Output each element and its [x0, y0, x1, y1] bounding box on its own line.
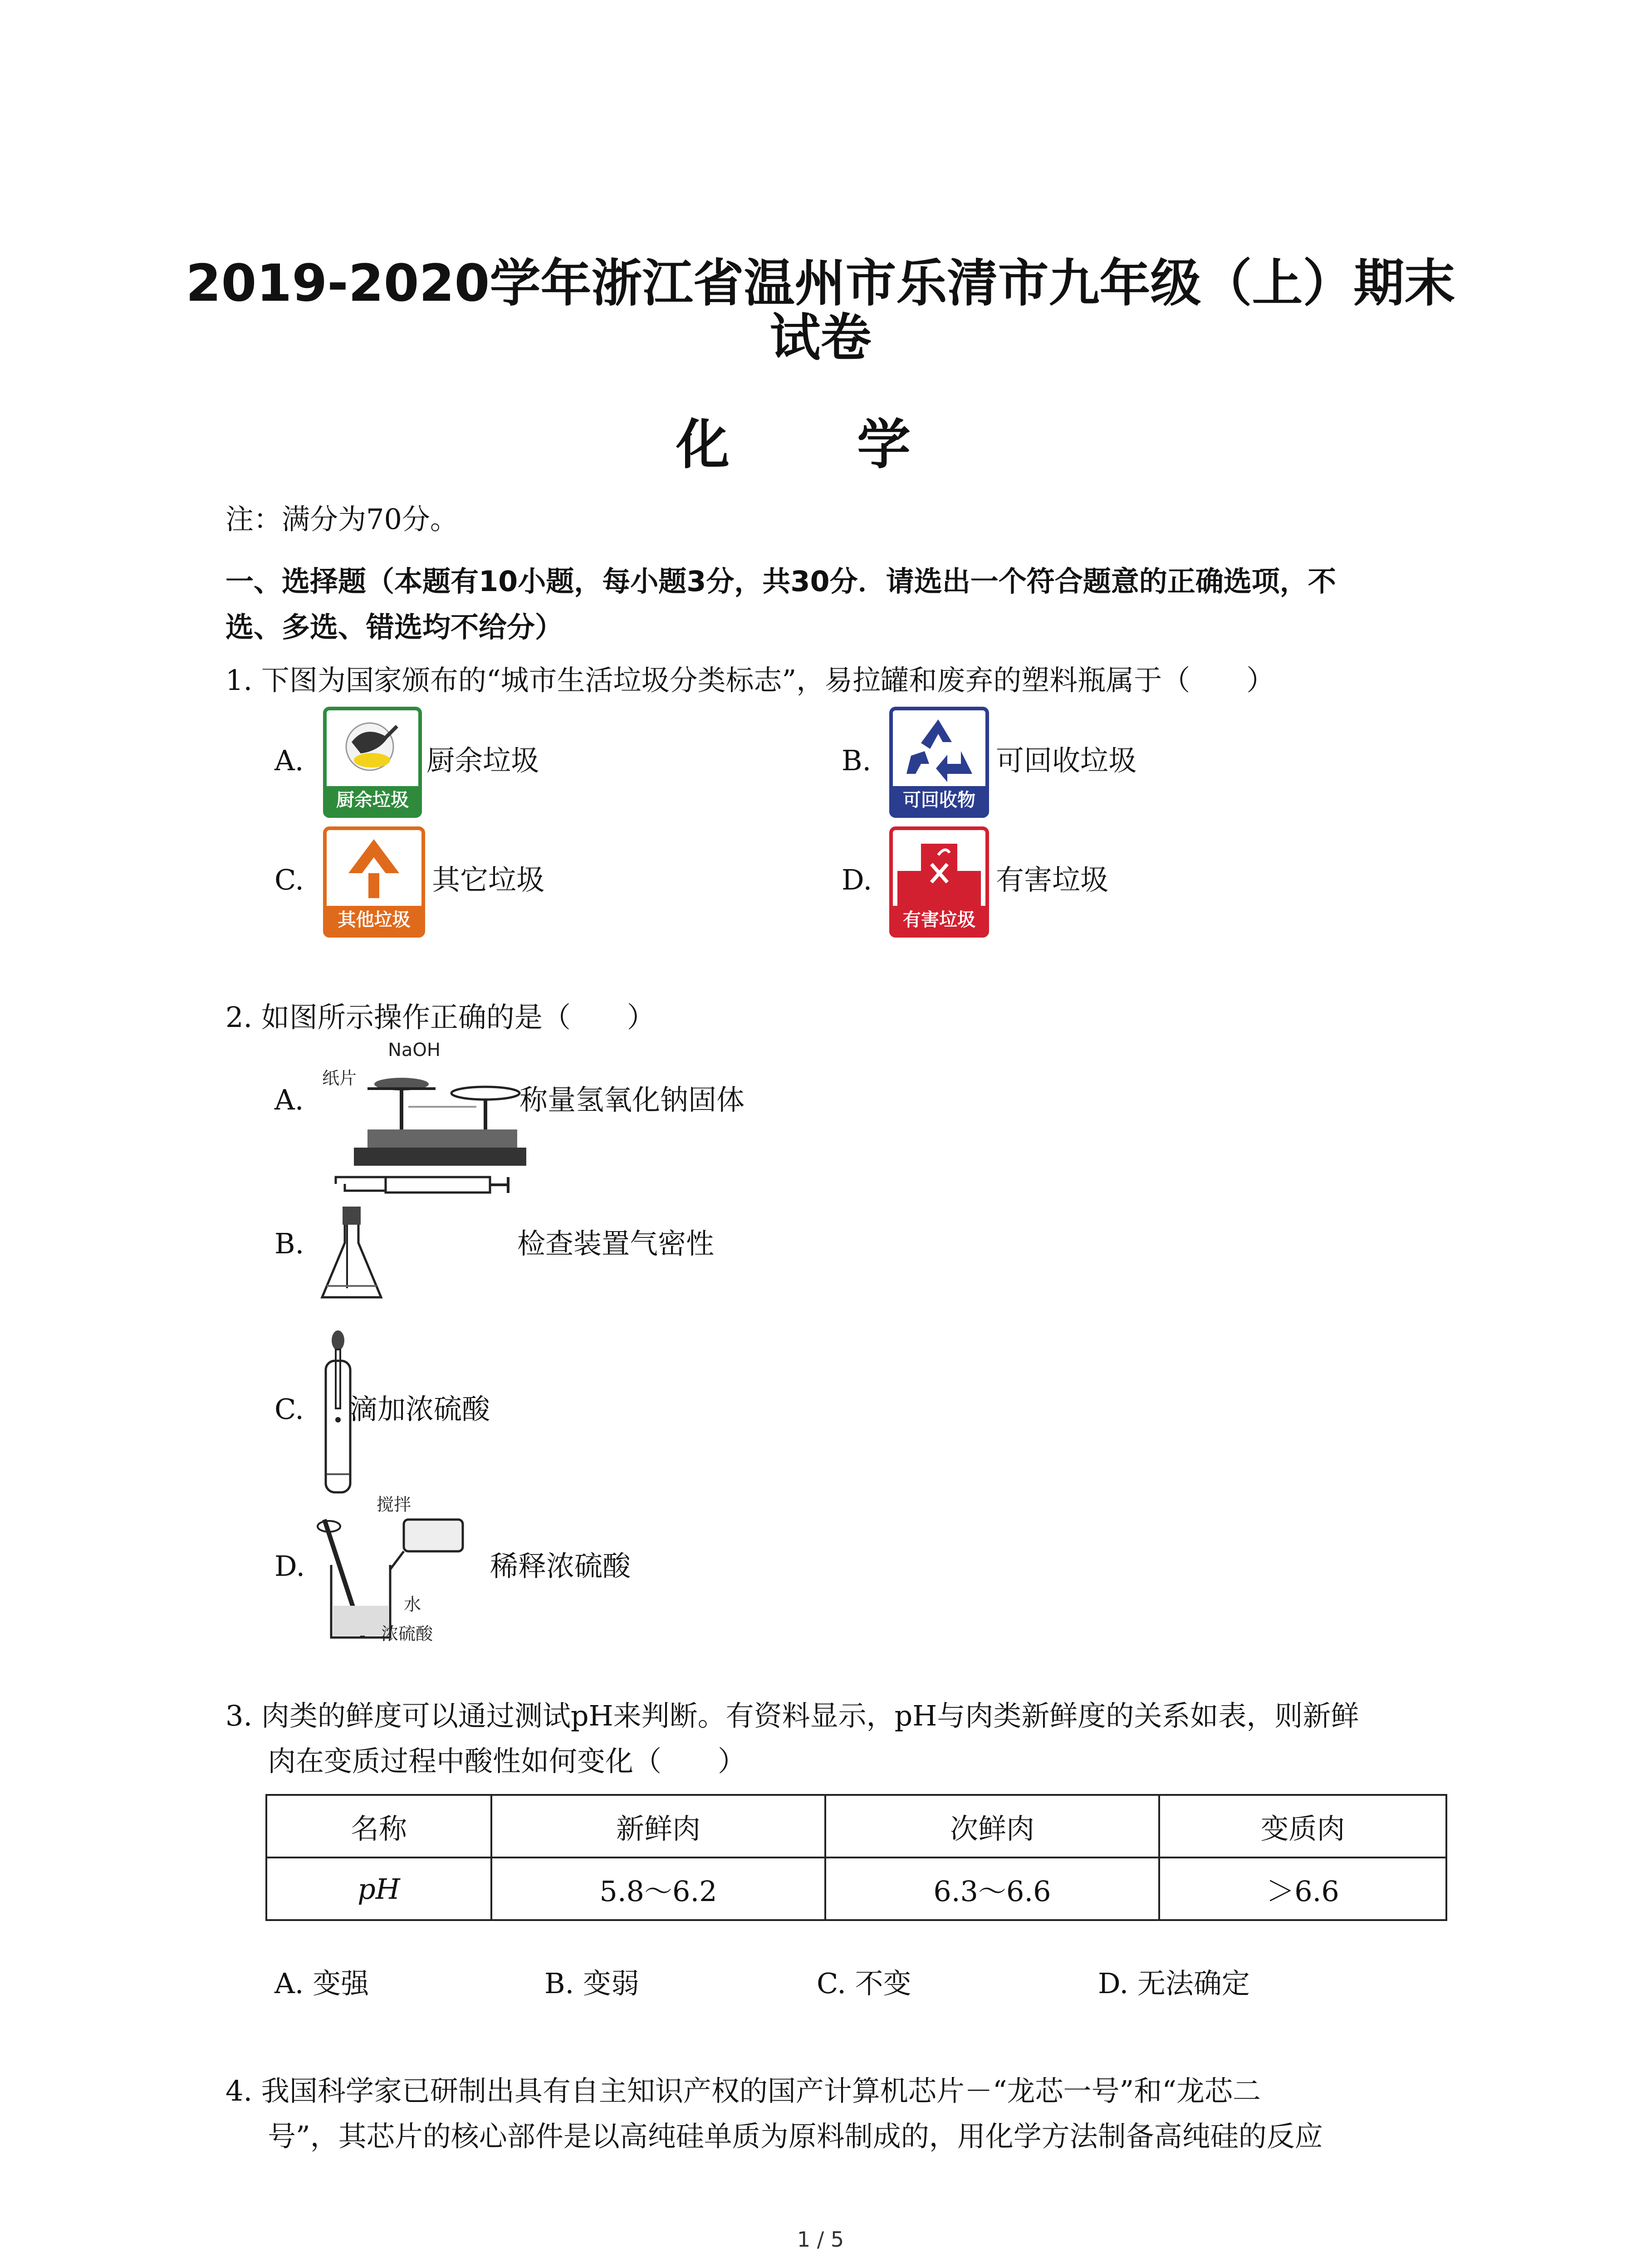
- other-waste-caption: 其他垃圾: [327, 906, 421, 934]
- naoh-label: NaOH: [388, 1040, 441, 1061]
- table-header-cell: 次鲜肉: [825, 1795, 1159, 1857]
- q2-option-b-letter: B.: [274, 1227, 304, 1260]
- table-row: [266, 1857, 1446, 1920]
- hazardous-waste-icon: [889, 826, 989, 938]
- acid-label: 浓硫酸: [381, 1624, 433, 1644]
- question-1-stem: 1. 下图为国家颁布的“城市生活垃圾分类标志”，易拉罐和废弃的塑料瓶属于（ ）: [225, 664, 1275, 697]
- water-label: 水: [404, 1594, 421, 1614]
- recyclable-caption: 可回收物: [893, 786, 985, 814]
- q1-option-b-text: 可回收垃圾: [996, 744, 1137, 777]
- other-waste-icon: [323, 826, 425, 938]
- ph-freshness-table: [265, 1794, 1447, 1921]
- paper-title: 2019-2020学年浙江省温州市乐清市九年级（上）期末: [186, 254, 1455, 313]
- q3-option-d: D. 无法确定: [1098, 1967, 1250, 2000]
- q2-option-a-text: 称量氢氧化钠固体: [519, 1083, 745, 1116]
- q1-option-a-text: 厨余垃圾: [426, 744, 539, 777]
- hazardous-waste-caption: 有害垃圾: [893, 906, 985, 934]
- score-note: 注：满分为70分。: [225, 503, 458, 536]
- subject-title: 化 学: [676, 413, 965, 476]
- q2-option-a-letter: A.: [274, 1083, 304, 1116]
- section-heading: 一、选择题（本题有10小题，每小题3分，共30分．请选出一个符合题意的正确选项，不: [225, 565, 1336, 598]
- table-cell: 6.3～6.6: [825, 1857, 1159, 1920]
- stir-label: 搅拌: [377, 1495, 411, 1515]
- q1-option-b-letter: B.: [842, 744, 872, 777]
- page-number: 1 / 5: [797, 2227, 844, 2252]
- q3-option-c: C. 不变: [817, 1967, 911, 2000]
- food-waste-caption: 厨余垃圾: [327, 786, 418, 814]
- table-cell: 5.8～6.2: [491, 1857, 825, 1920]
- question-4-stem: 4. 我国科学家已研制出具有自主知识产权的国产计算机芯片－“龙芯一号”和“龙芯二: [225, 2074, 1261, 2107]
- food-waste-icon: [323, 707, 422, 818]
- q1-option-d-letter: D.: [842, 863, 872, 896]
- table-header-cell: 名称: [266, 1795, 491, 1857]
- q1-option-c-text: 其它垃圾: [432, 863, 545, 896]
- q3-option-a: A. 变强: [274, 1967, 369, 2000]
- q1-option-d-text: 有害垃圾: [996, 863, 1109, 896]
- question-4-stem-continued: 号”，其芯片的核心部件是以高纯硅单质为原料制成的，用化学方法制备高纯硅的反应: [268, 2120, 1323, 2153]
- q2-option-d-letter: D.: [274, 1549, 305, 1583]
- paper-title-continued: 试卷: [769, 308, 872, 367]
- section-heading-continued: 选、多选、错选均不给分）: [225, 611, 563, 644]
- q1-option-c-letter: C.: [274, 863, 304, 896]
- recyclable-icon: [889, 707, 989, 818]
- table-header-cell: 变质肉: [1159, 1795, 1446, 1857]
- q2-option-c-letter: C.: [274, 1393, 304, 1426]
- q2-option-b-text: 检查装置气密性: [517, 1227, 715, 1260]
- question-3-stem-continued: 肉在变质过程中酸性如何变化（ ）: [268, 1745, 746, 1778]
- q2-option-c-text: 滴加浓硫酸: [349, 1393, 490, 1426]
- balance-figure: [318, 1039, 526, 1175]
- q2-option-d-text: 稀释浓硫酸: [490, 1549, 631, 1583]
- airtightness-figure: [318, 1175, 526, 1311]
- question-2-stem: 2. 如图所示操作正确的是（ ）: [225, 1001, 655, 1034]
- table-header-cell: 新鲜肉: [491, 1795, 825, 1857]
- q1-option-a-letter: A.: [274, 744, 304, 777]
- table-cell: ＞6.6: [1159, 1857, 1446, 1920]
- paper-label: 纸片: [322, 1068, 357, 1088]
- q3-option-b: B. 变弱: [544, 1967, 639, 2000]
- question-3-stem: 3. 肉类的鲜度可以通过测试pH来判断。有资料显示，pH与肉类新鲜度的关系如表，则新鲜: [225, 1699, 1359, 1732]
- table-header-row: [266, 1795, 1446, 1857]
- dilution-figure: [313, 1492, 495, 1647]
- table-cell: pH: [266, 1857, 491, 1920]
